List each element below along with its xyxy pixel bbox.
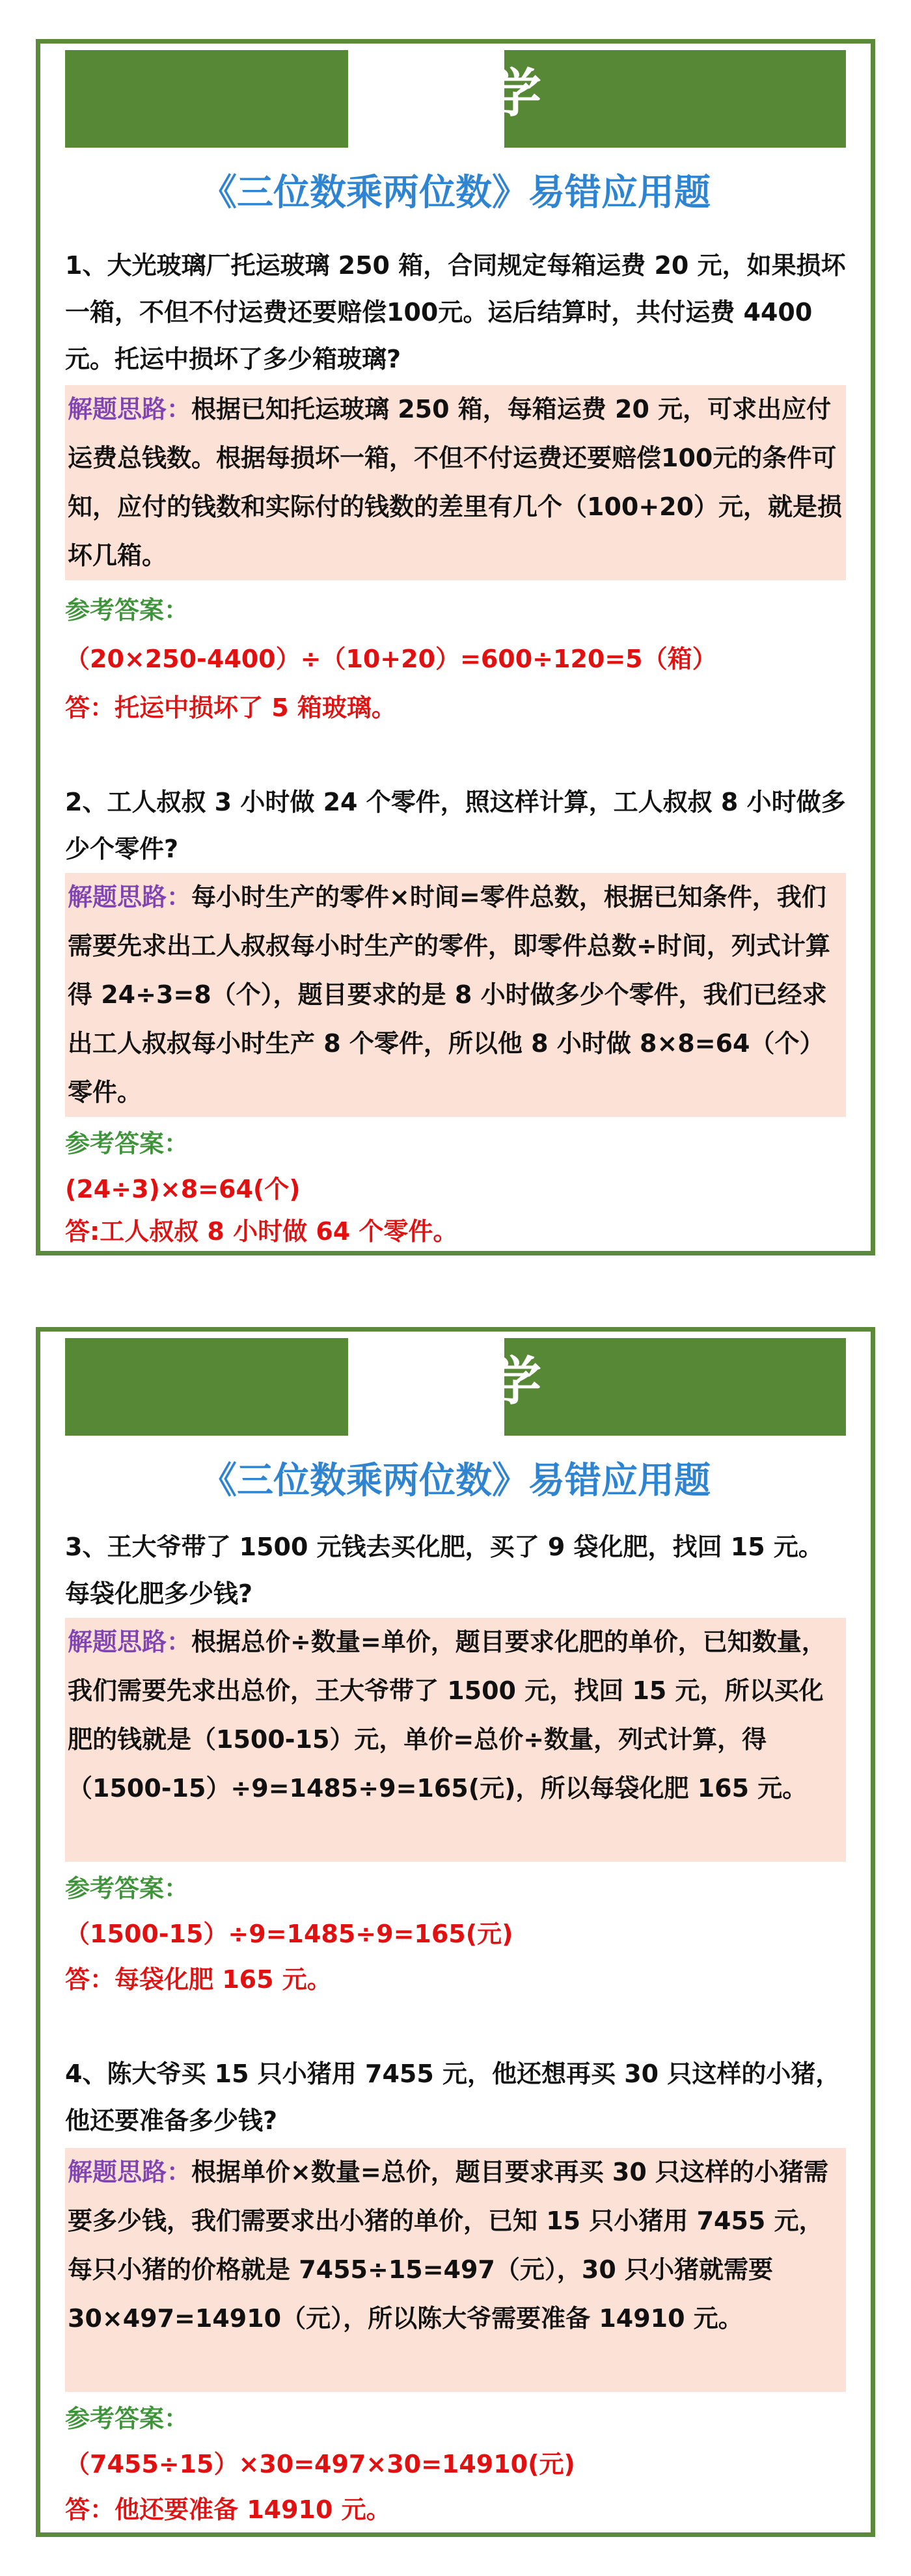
answer-statement: 答：每袋化肥 165 元。	[65, 1965, 332, 1994]
problem-question: 2、工人叔叔 3 小时做 24 个零件，照这样计算，工人叔叔 8 小时做多少个零件?	[65, 788, 846, 863]
thinking-label: 解题思路：	[68, 2158, 192, 2186]
worksheet-title: 《三位数乘两位数》易错应用题	[200, 1460, 711, 1502]
problem-question: 4、陈大爷买 15 只小猪用 7455 元，他还想再买 30 只这样的小猪，他还要准备多少钱?	[65, 2059, 841, 2135]
answer-statement: 答：他还要准备 14910 元。	[65, 2495, 391, 2524]
thinking-label: 解题思路：	[68, 883, 192, 911]
answer-formula: （7455÷15）×30=497×30=14910(元)	[65, 2450, 575, 2478]
worksheet-title: 《三位数乘两位数》易错应用题	[200, 172, 711, 214]
answer-formula: （1500-15）÷9=1485÷9=165(元)	[65, 1920, 513, 1948]
thinking-label: 解题思路：	[68, 395, 192, 423]
worksheet-card-1	[36, 39, 875, 1255]
header-banner	[65, 1338, 846, 1436]
solution-thinking	[65, 873, 846, 1117]
banner-glyph: 学	[489, 1350, 541, 1412]
answer-formula: (24÷3)×8=64(个)	[65, 1175, 301, 1203]
solution-thinking	[65, 1618, 846, 1862]
answer-formula: （20×250-4400）÷（10+20）=600÷120=5（箱）	[65, 645, 717, 673]
thinking-text: 根据总价÷数量=单价，题目要求化肥的单价，已知数量，我们需要先求出总价，王大爷带了 1500 元，找回 15 元，所以买化肥的钱就是（1500-15）元，单价=总价÷数量，列式计算，得（1500-15）÷9=1485÷9=165(元)，所以每袋化肥 165 元。	[68, 1628, 826, 1803]
header-banner	[65, 50, 846, 148]
answer-label: 参考答案：	[65, 1874, 189, 1903]
answer-statement: 答：托运中损坏了 5 箱玻璃。	[65, 693, 396, 722]
problem-question: 1、大光玻璃厂托运玻璃 250 箱，合同规定每箱运费 20 元，如果损坏一箱，不但不付运费还要赔偿100元。运后结算时，共付运费 4400 元。托运中损坏了多少箱玻璃?	[65, 251, 846, 373]
banner-blank-panel	[348, 50, 504, 148]
banner-blank-panel	[348, 1338, 504, 1436]
thinking-text: 根据单价×数量=总价，题目要求再买 30 只这样的小猪需要多少钱，我们需要求出小猪的单价，已知 15 只小猪用 7455 元，每只小猪的价格就是 7455÷15=497（元），30 只小猪就需要 30×497=14910（元），所以陈大爷需要准备 14910 元。	[68, 2158, 829, 2333]
answer-label: 参考答案：	[65, 1129, 189, 1158]
thinking-label: 解题思路：	[68, 1628, 192, 1656]
banner-glyph: 学	[489, 62, 541, 124]
thinking-text: 根据已知托运玻璃 250 箱，每箱运费 20 元，可求出应付运费总钱数。根据每损坏一箱，不但不付运费还要赔偿100元的条件可知，应付的钱数和实际付的钱数的差里有几个（100+20）元，就是损坏几箱。	[68, 395, 843, 570]
problem-question: 3、王大爷带了 1500 元钱去买化肥，买了 9 袋化肥，找回 15 元。每袋化肥多少钱?	[65, 1533, 823, 1608]
solution-thinking	[65, 385, 846, 580]
answer-label: 参考答案：	[65, 596, 189, 624]
solution-thinking	[65, 2148, 846, 2392]
answer-label: 参考答案：	[65, 2404, 189, 2433]
worksheet-card-2	[36, 1327, 875, 2537]
thinking-text: 每小时生产的零件×时间=零件总数，根据已知条件，我们需要先求出工人叔叔每小时生产的零件，即零件总数÷时间，列式计算得 24÷3=8（个），题目要求的是 8 小时做多少个零件，我们已经求出工人叔叔每小时生产 8 个零件，所以他 8 小时做 8×8=64（个）零件。	[68, 883, 830, 1107]
answer-statement: 答:工人叔叔 8 小时做 64 个零件。	[65, 1217, 458, 1246]
